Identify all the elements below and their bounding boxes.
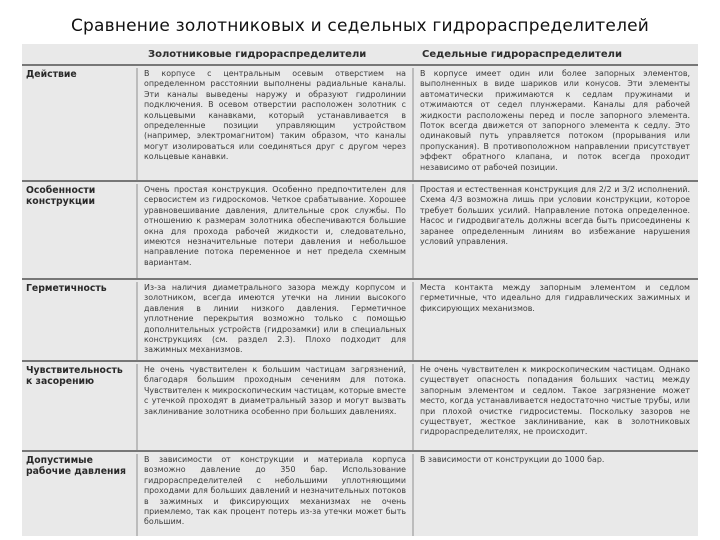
column-divider — [136, 282, 138, 360]
row-label: Особенности конструкции — [26, 185, 96, 207]
spool-cell: В зависимости от конструкции и материала корпуса возможно давление до 350 бар. Использование гидрораспределителей с небольшими уплотняющими проходами для больших давлений и незначительных потоков в зажимных и фиксирующих механизмах не очень приемлемо, так как процент потерь из-за утечки может быть большим. — [144, 455, 406, 527]
seat-cell: В зависимости от конструкции до 1000 бар. — [420, 455, 605, 464]
spool-cell: Не очень чувствителен к большим частицам загрязнений, благодаря большим проходным сечениям для потока. Чувствителен к микроскопическим частицам, которые вместе с утечкой проходят в диаметральный зазор и могут вызвать заклинивание золотника особенно при больших давлениях. — [144, 365, 406, 416]
row-label: Действие — [26, 69, 77, 80]
table-row — [22, 184, 698, 278]
spool-cell: В корпусе с центральным осевым отверстием на определенном расстоянии выполнены радиальные каналы. Эти каналы выведены наружу и образуют гидролинии подключения. В осевом отверстии расположен золотник с кольцевыми канавками, который устанавливается в определенные позиции управляющим устройством (например, электромагнитом) таким образом, что каналы могут изолироваться или соединяться друг с другом через кольцевые канавки. — [144, 69, 406, 162]
comparison-table — [22, 44, 698, 536]
page-title: Сравнение золотниковых и седельных гидрораспределителей — [70, 16, 650, 36]
header-spool: Золотниковые гидрораспределители — [148, 49, 367, 60]
column-divider — [136, 454, 138, 536]
column-divider — [412, 364, 414, 450]
header-rule — [22, 64, 698, 66]
column-divider — [136, 364, 138, 450]
seat-cell: Места контакта между запорным элементом и седлом герметичные, что идеально для гидравлических зажимных и фиксирующих механизмов. — [420, 283, 690, 313]
row-label: Герметичность — [26, 283, 107, 294]
column-divider — [412, 282, 414, 360]
row-label: Допустимые рабочие давления — [26, 455, 126, 477]
row-rule — [22, 450, 698, 452]
table-header-row — [22, 44, 698, 64]
row-rule — [22, 360, 698, 362]
table-row — [22, 364, 698, 450]
column-divider — [136, 184, 138, 278]
row-rule — [22, 278, 698, 280]
seat-cell: Не очень чувствителен к микроскопическим частицам. Однако существует опасность попадания больших частиц между запорным элементом и седлом. Такое загрязнение может место, когда устанавливается недостаточно чистые трубы, или при плохой очистке гидросистемы. Поскольку зазоров не существует, жесткое заклинивание, как в золотниковых гидрораспределителях, не происходит. — [420, 365, 690, 437]
header-seat: Седельные гидрораспределители — [422, 49, 622, 60]
table-row — [22, 68, 698, 180]
column-divider — [136, 68, 138, 180]
row-label: Чувствительность к засорению — [26, 365, 123, 387]
column-divider — [412, 454, 414, 536]
row-rule — [22, 180, 698, 182]
seat-cell: В корпусе имеет один или более запорных элементов, выполненных в виде шариков или конусов. Эти элементы автоматически прижимаются к седлам пружинами и отжимаются от седел плунжерами. Каналы для рабочей жидкости расположены перед и после запорного элемента. Поток всегда движется от запорного элемента к седлу. Это одинаковый путь управляется потоком (прорывания или пропускания). В противоположном направлении присутствует эффект обратного клапана, и поток всегда проходит независимо от рабочей позиции. — [420, 69, 690, 172]
seat-cell: Простая и естественная конструкция для 2/2 и 3/2 исполнений. Схема 4/3 возможна лишь при условии конструкции, которое требует больших усилий. Направление потока определенное. Насос и гидродвигатель должны всегда быть присоединены к заранее определенным линиям во избежание нарушения условий управления. — [420, 185, 690, 247]
spool-cell: Очень простая конструкция. Особенно предпочтителен для сервосистем из гидроскомов. Четкое срабатывание. Хорошее уравновешивание давления, длительные срок службы. По отношению к размерам золотника обеспечиваются большие окна для прохода рабочей жидкости и, следовательно, имеются незначительные потери давления и небольшое направление потока переменное и нет предела схемным вариантам. — [144, 185, 406, 267]
column-divider — [412, 184, 414, 278]
table-row — [22, 454, 698, 536]
table-row — [22, 282, 698, 360]
column-divider — [412, 68, 414, 180]
spool-cell: Из-за наличия диаметрального зазора между корпусом и золотником, всегда имеются утечки на линии высокого давления в линии низкого давления. Герметичное уплотнение перекрытия возможно только с помощью дополнительных устройств (гидрозамки) или в специальных конструкциях (см. раздел 2.3). Плохо подходит для зажимных механизмов. — [144, 283, 406, 355]
